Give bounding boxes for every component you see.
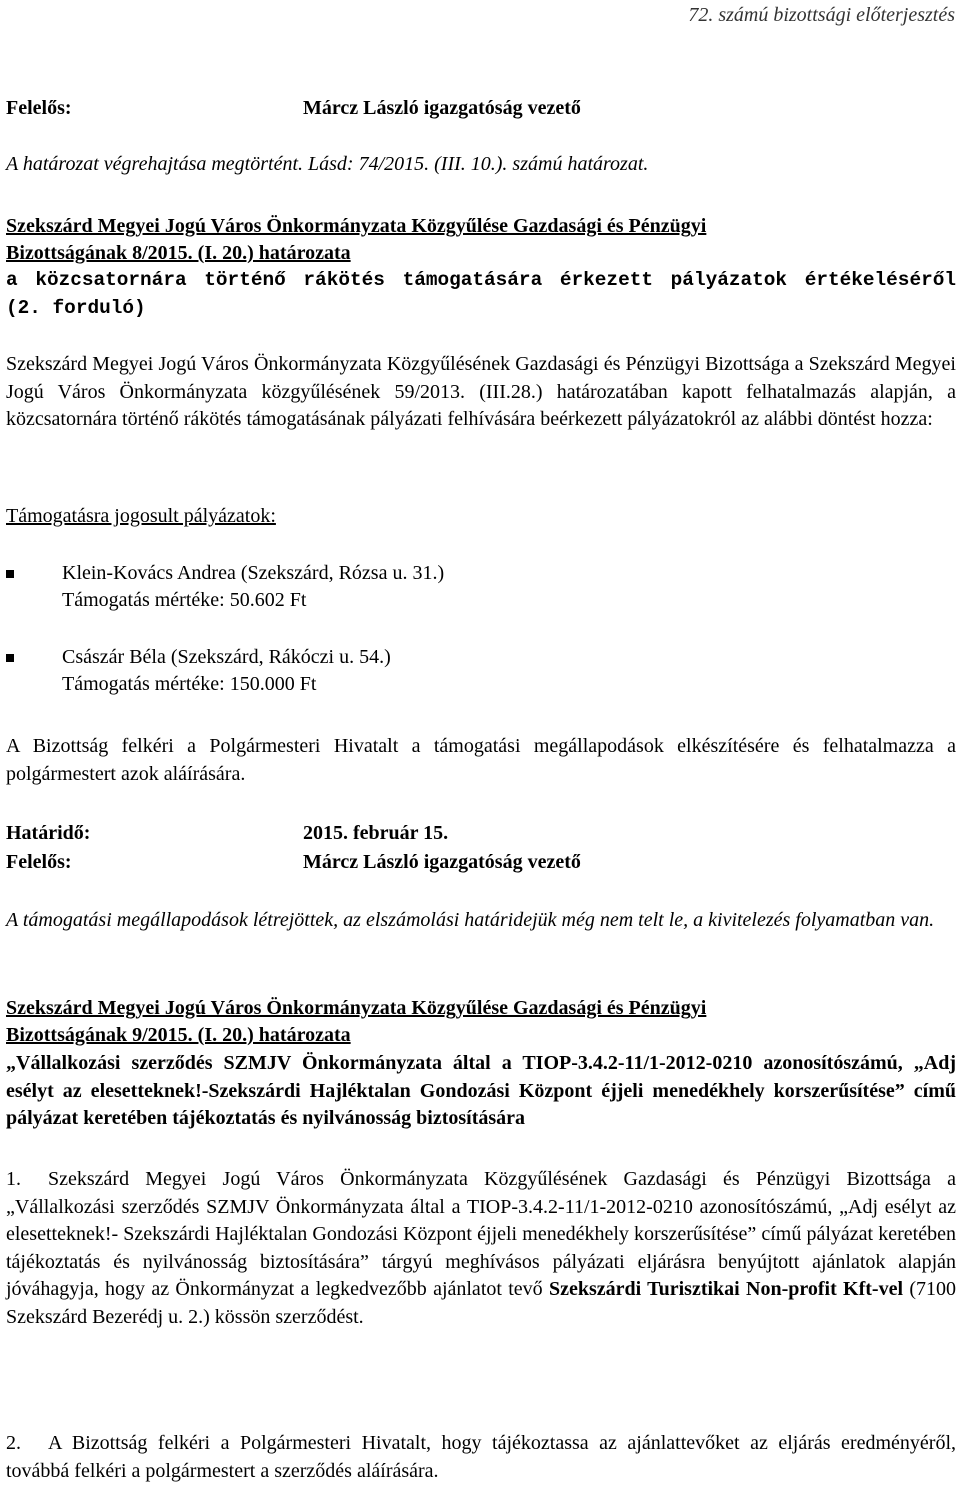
deadline-row [6,820,956,848]
responsible-row [6,849,956,877]
bullet-square-icon [6,654,14,662]
resolution-9-heading [6,995,956,1023]
resolution-8-heading-line1: Szekszárd Megyei Jogú Város Önkormányzata Közgyűlése Gazdasági és Pénzügyi [6,215,707,237]
eligible-applications-title: Támogatásra jogosult pályázatok: [6,505,276,527]
bullet-square-icon [6,570,14,578]
deadline-value: 2015. február 15. [303,822,449,844]
applicant-amount: Támogatás mértéke: 50.602 Ft [62,589,307,611]
page-header-reference: 72. számú bizottsági előterjesztés [688,4,955,26]
decision-item-2-text: A Bizottság felkéri a Polgármesteri Hivatalt, hogy tájékoztassa az ajánlattevőket az eljárás eredményéről, továbbá felkéri a polgármestert a szerződés aláírására. [6,1432,956,1482]
decision-item-2-number: 2. [6,1432,21,1454]
responsible-row [6,95,956,123]
resolution-8-body: Szekszárd Megyei Jogú Város Önkormányzata Közgyűlésének Gazdasági és Pénzügyi Bizottsága a Szekszárd Megyei Jogú Város Önkormányzata közgyűlésének 59/2013. (III.28.) határozatában kapott felhatalmazás alapján, a közcsatornára történő rákötés támogatásának pályázati felhívására beérkezett pályázatokról az alábbi döntést hozza: [6,353,956,430]
resolution-8-heading-line2: Bizottságának 8/2015. (I. 20.) határozata [6,242,351,264]
decision-item-1 [6,1166,956,1331]
decision-item-1-text-end: (7100 Szekszárd Bezerédj u. 2.) kössön szerződést. [6,1278,956,1328]
resolution-9-subject: „Vállalkozási szerződés SZMJV Önkormányzata által a TIOP-3.4.2-11/1-2012-0210 azonosítószámú, „Adj esélyt az elesetteknek!-Szekszárdi Hajléktalan Gondozási Központ éjjeli menedékhely korszerűsítése” című pályázat keretében tájékoztatás és nyilvánosság biztosítására [6,1052,956,1129]
responsible-value: Márcz László igazgatóság vezető [303,97,581,119]
decision-item-1-number: 1. [6,1168,21,1190]
status-note: A támogatási megállapodások létrejöttek, az elszámolási határidejük még nem telt le, a kivitelezés folyamatban van. [6,909,935,931]
decision-item-1-text: Szekszárd Megyei Jogú Város Önkormányzata Közgyűlésének Gazdasági és Pénzügyi Bizottsága a „Vállalkozási szerződés SZMJV Önkormányzata által a TIOP-3.4.2-11/1-2012-0210 azonosítószámú, „Adj esélyt az elesetteknek!- Szekszárdi Hajléktalan Gondozási Központ éjjeli menedékhely korszerűsítése” című pályázat keretében tájékoztatás és nyilvánosság biztosítására” tárgyú meghívásos pályázati eljárásra benyújtott ajánlatok alapján jóváhagyja, hogy az Önkormányzat a legkedvezőbb ajánlatot tevő [6,1168,956,1300]
deadline-label: Határidő: [6,822,91,844]
responsible-label: Felelős: [6,97,72,119]
resolution-9-heading-line1: Szekszárd Megyei Jogú Város Önkormányzata Közgyűlése Gazdasági és Pénzügyi [6,997,707,1019]
contractor-name: Szekszárdi Turisztikai Non-profit Kft-vel [548,1278,904,1300]
execution-note: A határozat végrehajtása megtörtént. Lásd: 74/2015. (III. 10.). számú határozat. [6,153,649,175]
responsible-value: Márcz László igazgatóság vezető [303,851,581,873]
applicant-amount: Támogatás mértéke: 150.000 Ft [62,673,317,695]
responsible-label: Felelős: [6,851,72,873]
applicant-name: Császár Béla (Szekszárd, Rákóczi u. 54.) [62,646,391,668]
committee-request: A Bizottság felkéri a Polgármesteri Hivatalt a támogatási megállapodások elkészítésére és felhatalmazza a polgármestert azok aláírására. [6,735,956,785]
resolution-8-subject: a közcsatornára történő rákötés támogatására érkezett pályázatok értékeléséről (2. forduló) [6,269,956,319]
decision-item-2 [6,1430,956,1485]
applicant-name: Klein-Kovács Andrea (Szekszárd, Rózsa u. 31.) [62,562,445,584]
resolution-9-heading-line2: Bizottságának 9/2015. (I. 20.) határozata [6,1024,351,1046]
resolution-8-heading [6,213,956,241]
